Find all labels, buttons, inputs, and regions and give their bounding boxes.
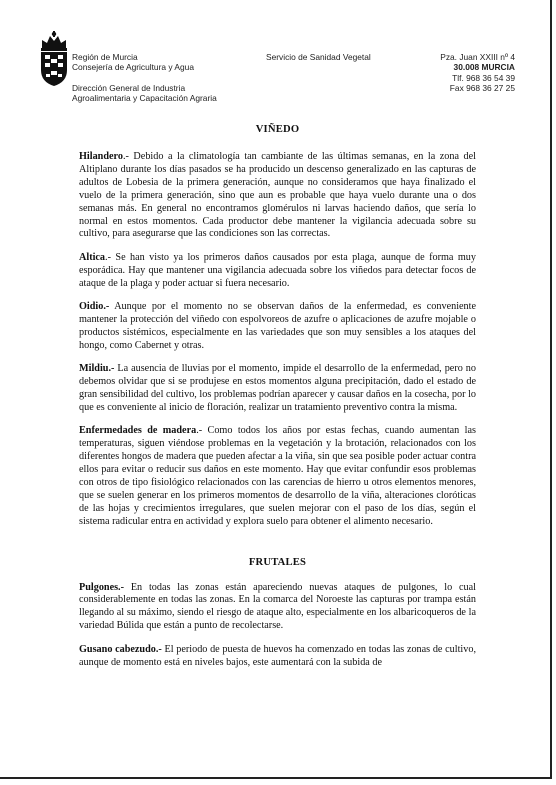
- term-pulgones: Pulgones.-: [79, 581, 124, 593]
- contact-phone: Tlf. 968 36 54 39: [452, 72, 515, 83]
- text-pulgones: En todas las zonas están apareciendo nuevas ataques de pulgones, lo cual considerablemente en todas las zonas. En la comarca del Noroeste las capturas por trampa están llegando al su máximo, siendo el riesgo de ataque alto, especialmente en los albaricoqueros de la variedad Búlida que están a punto de recolectarse.: [79, 581, 476, 632]
- paragraph-hilandero: [79, 151, 476, 241]
- text-oidio: Aunque por el momento no se observan daños de la enfermedad, es conveniente mantener la protección del viñedo con espolvoreos de azufre o aplicaciones de azufre mojable o productos sistémicos, especialmente en las variedades que son muy sensibles a los ataques del hongo, como Cabernet y otras.: [79, 301, 476, 351]
- text-enfermedades-madera: .- Como todos los años por estas fechas, cuando aumentan las temperaturas, siguen viéndose problemas en la vegetación y la brotación, relacionados con los diferentes hongos de madera que pueden afectar a la viña, sin que sea posible poder actuar contra ellos para evitar o reducir sus daños en este momento. Hay que evitar confundir esos problemas con otros de tipo fisiológico relacionados con las carencias de hierro u otros elementos menores, que se suelen generar en los primeros momentos de desarrollo de la viña, alteraciones cloróticas de las hojas y crecimientos irregulares, que suelen mejorar con el paso de los días, según el sistema radicular entra en actividad y explora suelo para obtener el alimento necesario.: [79, 425, 476, 527]
- paragraph-oidio: [79, 301, 476, 353]
- header-service: Servicio de Sanidad Vegetal: [266, 52, 371, 62]
- org-spacer: [72, 73, 262, 83]
- text-gusano-cabezudo: El periodo de puesta de huevos ha comenzado en todas las zonas de cultivo, aunque de momento está en niveles bajos, este aumentará con la subida de: [79, 643, 476, 668]
- header-contact: [412, 52, 515, 93]
- org-directorate-cont: Agroalimentaria y Capacitación Agraria: [72, 92, 217, 103]
- paragraph-mildiu: [79, 363, 476, 415]
- org-directorate: Dirección General de Industria: [72, 82, 186, 93]
- org-region: Región de Murcia: [72, 52, 138, 62]
- term-gusano-cabezudo: Gusano cabezudo.-: [79, 643, 162, 655]
- contact-address: Pza. Juan XXIII nº 4: [440, 52, 515, 62]
- paragraph-gusano-cabezudo: [79, 644, 476, 670]
- document-body: [79, 124, 476, 680]
- section-title-frutales: FRUTALES: [248, 556, 307, 568]
- term-mildiu: Mildiu.-: [79, 363, 115, 375]
- term-hilandero: Hilandero: [79, 151, 123, 162]
- term-altica: Altica: [79, 251, 106, 263]
- header-organization: [72, 52, 262, 103]
- text-hilandero: .- Debido a la climatología tan cambiante de las últimas semanas, en la zona del Altiplano durante los días pasados se ha producido un descenso generalizado en las capturas de adultos de Lobesia de la primera generación, aunque no consideramos que haya finalizado el vuelo de la primera generación, sino que aun es probable que haya vuelo durante una o dos semanas más. En general no encontramos glomérulos ni larvas haciendo daños, que sería lo normal en estos momentos. Cada productor debe mantener la vigilancia adecuada sobre su cultivo, para asegurarse que las condiciones son las correctas.: [79, 151, 476, 240]
- section-title-vinedo: VIÑEDO: [255, 124, 300, 135]
- region-crest-icon: [38, 30, 70, 88]
- contact-city: 30.008 MURCIA: [453, 62, 515, 73]
- contact-fax: Fax 968 36 27 25: [449, 82, 515, 93]
- paragraph-altica: [79, 252, 476, 291]
- paragraph-enfermedades-madera: [79, 425, 476, 528]
- term-oidio: Oidio.-: [79, 301, 110, 313]
- org-department: Consejería de Agricultura y Agua: [72, 62, 194, 73]
- paragraph-pulgones: [79, 582, 476, 634]
- term-enfermedades-madera: Enfermedades de madera: [79, 425, 197, 437]
- text-mildiu: La ausencia de lluvias por el momento, impide el desarrollo de la enfermedad, pero no debemos olvidar que si se produjese en estos momentos alguna precipitación, dado el estado de gran sensibilidad del cultivo, los problemas podrían aparecer y causar daños en la cosecha, por lo que es conveniente al inicio de floración, realizar un tratamiento preventivo contra la misma.: [79, 363, 476, 413]
- text-altica: .- Se han visto ya los primeros daños causados por esta plaga, aunque de forma muy esporádica. Hay que mantener una vigilancia adecuada sobre los viñedos para detectar focos de ataque de la plaga y poder actuar si fuera necesario.: [79, 251, 476, 289]
